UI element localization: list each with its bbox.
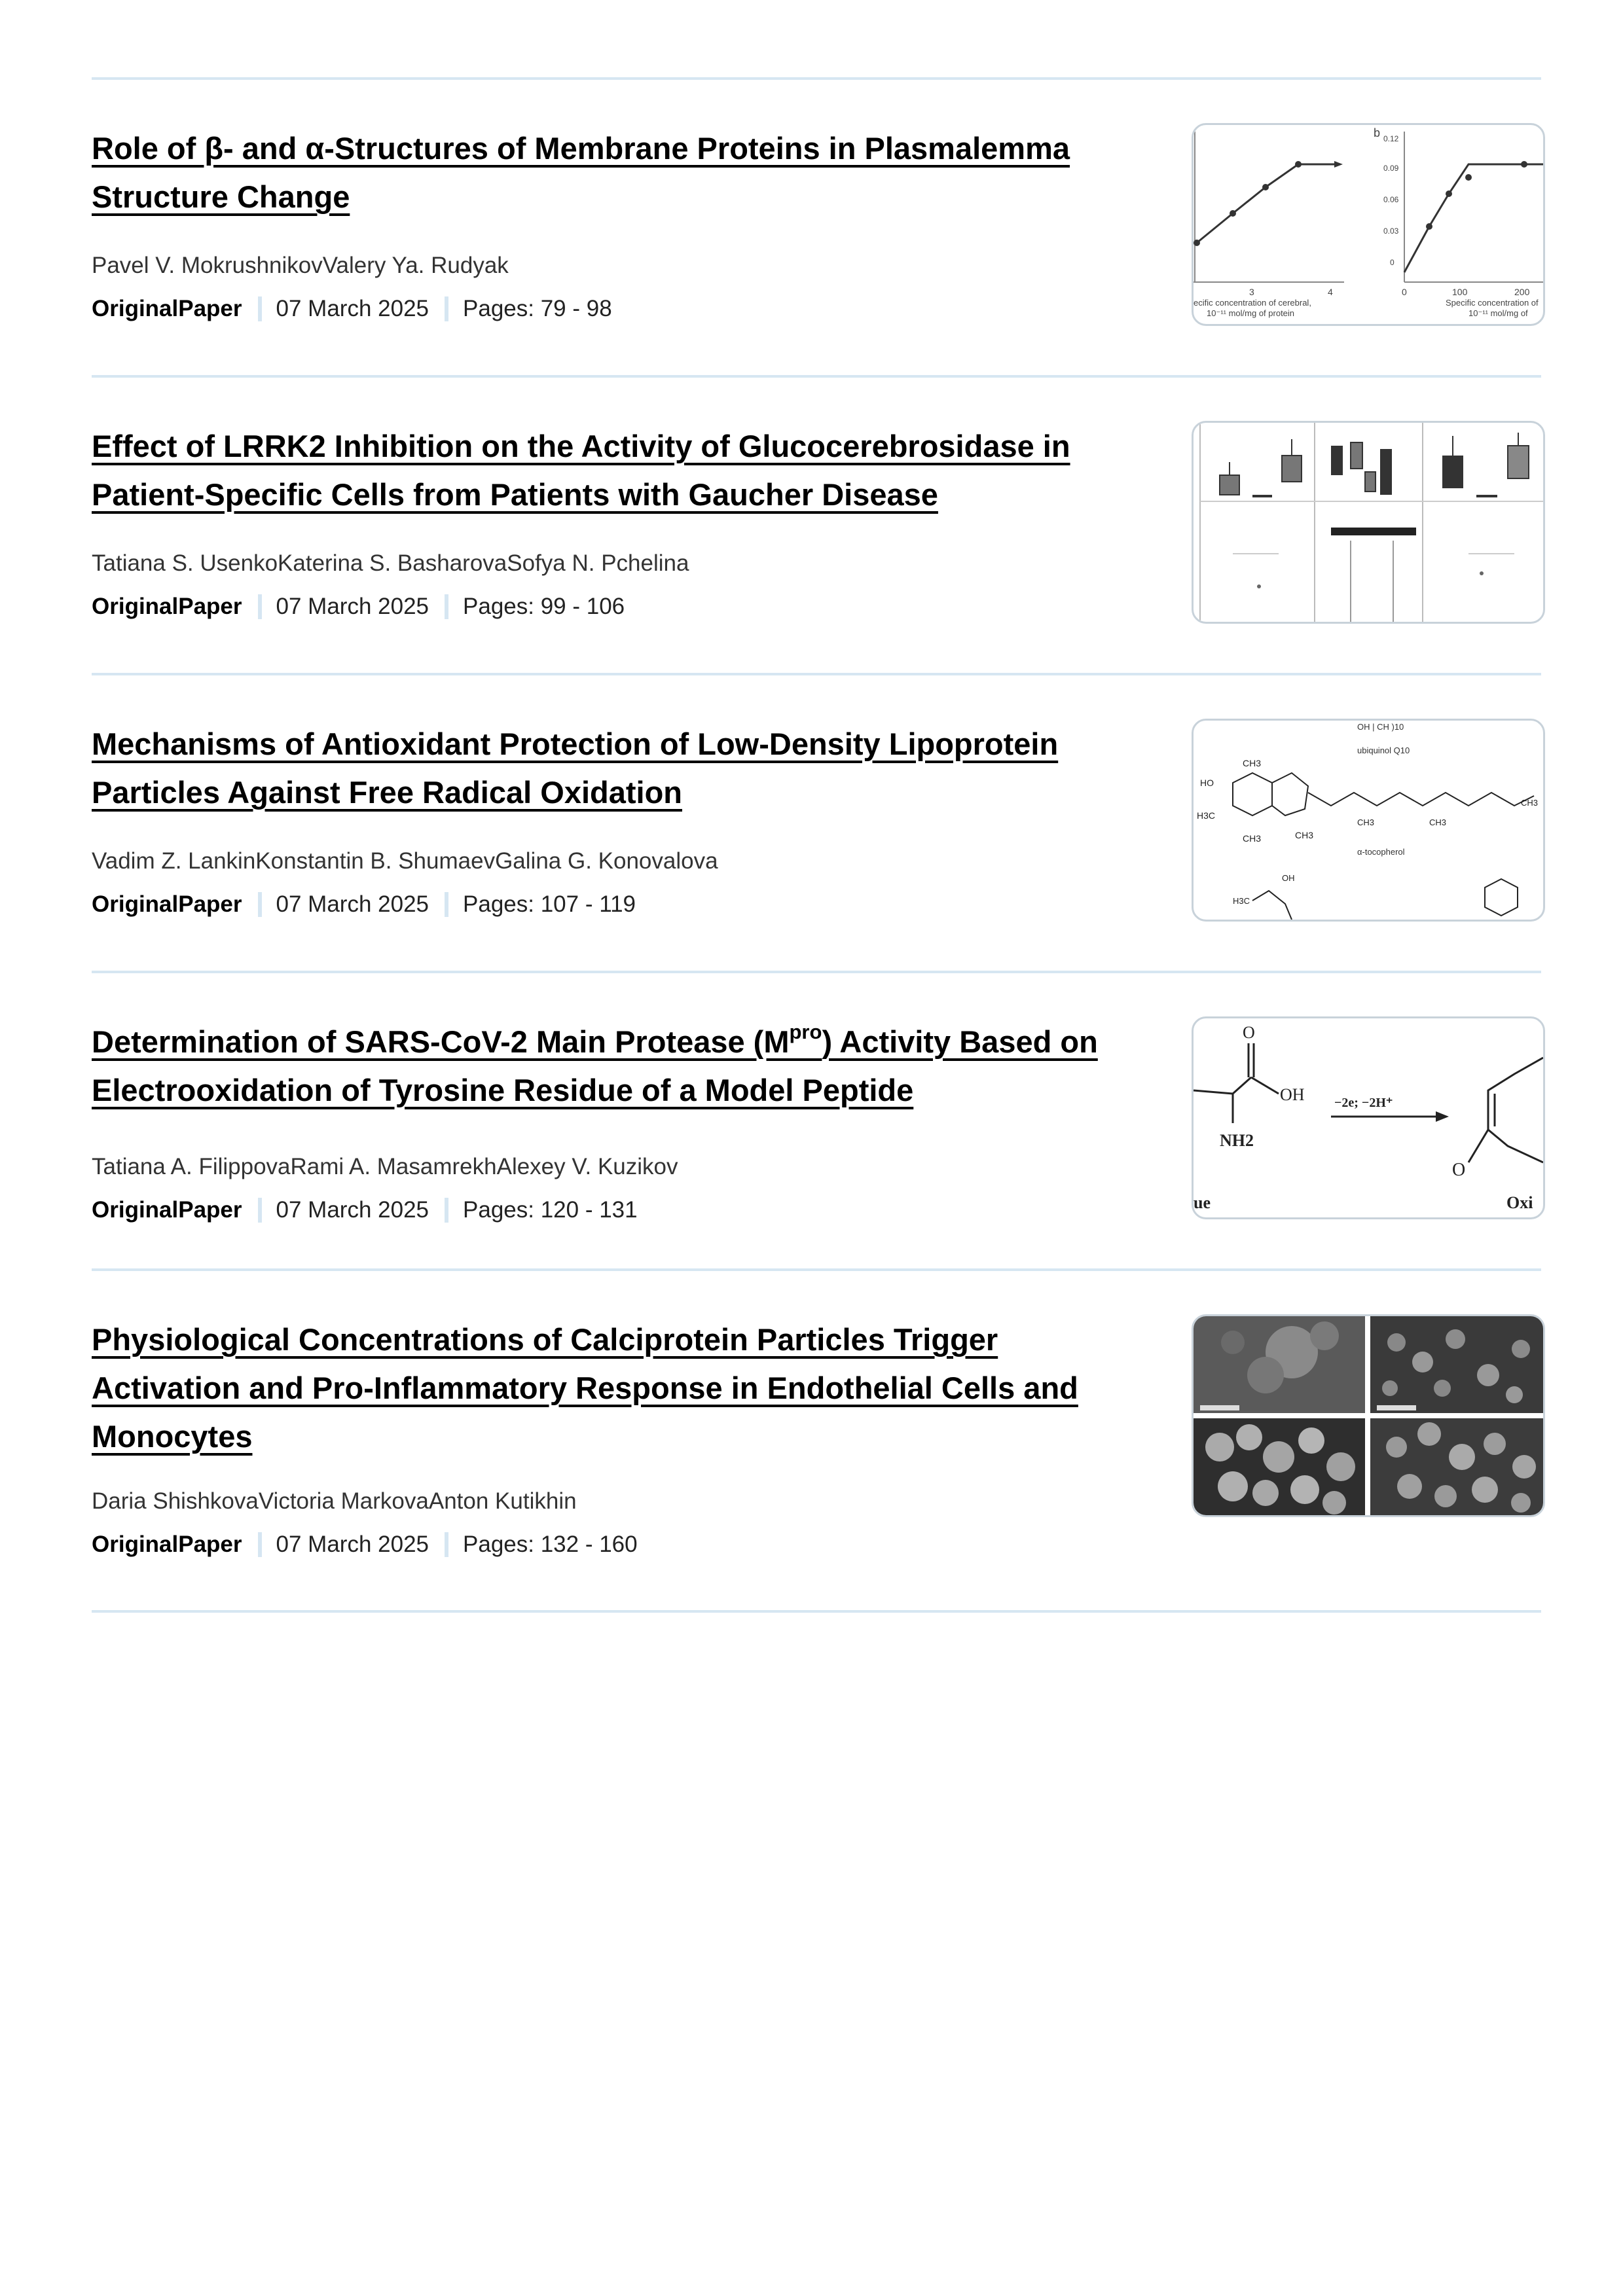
svg-text:H3C: H3C <box>1197 810 1216 821</box>
article-meta <box>92 1532 638 1558</box>
meta-separator <box>445 594 448 619</box>
article-title-link[interactable]: Effect of LRRK2 Inhibition on the Activity of Glucocerebrosidase in Patient-Specific Cells from Patients with Gaucher Disease <box>92 429 1070 512</box>
article-thumbnail[interactable] <box>1192 1016 1545 1219</box>
publication-date: 07 March 2025 <box>276 594 429 619</box>
svg-text:O: O <box>1243 1023 1255 1042</box>
box-plot-thumbnail <box>1194 423 1543 622</box>
content-type: OriginalPaper <box>92 296 242 321</box>
svg-text:H3C: H3C <box>1233 896 1250 906</box>
article-authors: Tatiana S. UsenkoKaterina S. BasharovaSofya N. Pchelina <box>92 550 689 576</box>
article-thumbnail[interactable] <box>1192 719 1545 922</box>
meta-separator <box>445 892 448 917</box>
article-item <box>92 973 1541 1271</box>
article-meta <box>92 891 636 918</box>
line-graph-thumbnail <box>1194 125 1543 324</box>
svg-text:ecific concentration of cerebr: ecific concentration of cerebral, <box>1194 298 1311 308</box>
svg-text:200: 200 <box>1514 287 1530 297</box>
svg-text:4: 4 <box>1328 287 1333 297</box>
svg-text:−2e; −2H⁺: −2e; −2H⁺ <box>1334 1096 1393 1110</box>
article-title-link[interactable]: Role of β- and α-Structures of Membrane Proteins in Plasmalemma Structure Change <box>92 131 1070 214</box>
article-title-link[interactable]: Physiological Concentrations of Calciprotein Particles Trigger Activation and Pro-Inflammatory Response in Endothelial Cells and Monocytes <box>92 1322 1078 1454</box>
svg-text:CH3: CH3 <box>1243 758 1262 768</box>
svg-text:CH3: CH3 <box>1295 830 1314 840</box>
svg-text:OH: OH <box>1280 1085 1305 1104</box>
meta-separator <box>445 1532 448 1557</box>
svg-text:NH2: NH2 <box>1220 1131 1254 1150</box>
svg-text:0.03: 0.03 <box>1383 226 1399 236</box>
article-authors: Pavel V. MokrushnikovValery Ya. Rudyak <box>92 253 509 278</box>
svg-text:CH3: CH3 <box>1521 798 1539 808</box>
page-range: Pages: 120 - 131 <box>463 1197 638 1223</box>
publication-date: 07 March 2025 <box>276 1197 429 1223</box>
meta-separator <box>258 892 262 917</box>
publication-date: 07 March 2025 <box>276 296 429 321</box>
meta-separator <box>258 1198 262 1223</box>
svg-text:OH: OH <box>1282 873 1295 883</box>
article-thumbnail[interactable] <box>1192 123 1545 326</box>
microscopy-thumbnail <box>1194 1316 1543 1515</box>
article-meta <box>92 594 625 620</box>
svg-text:3: 3 <box>1249 287 1254 297</box>
publication-date: 07 March 2025 <box>276 891 429 917</box>
article-meta <box>92 296 612 322</box>
page-range: Pages: 132 - 160 <box>463 1532 638 1557</box>
content-type: OriginalPaper <box>92 1197 242 1223</box>
meta-separator <box>258 296 262 321</box>
article-title <box>92 1316 1139 1461</box>
svg-text:10⁻¹¹ mol/mg of protein: 10⁻¹¹ mol/mg of protein <box>1207 308 1295 318</box>
meta-separator <box>445 1198 448 1223</box>
page-range: Pages: 99 - 106 <box>463 594 625 619</box>
content-type: OriginalPaper <box>92 1532 242 1557</box>
article-title <box>92 720 1139 817</box>
article-item <box>92 675 1541 973</box>
reaction-scheme-thumbnail <box>1194 1018 1543 1217</box>
article-list <box>92 77 1541 1613</box>
article-item <box>92 1271 1541 1613</box>
page-range: Pages: 79 - 98 <box>463 296 612 321</box>
content-type: OriginalPaper <box>92 594 242 619</box>
content-type: OriginalPaper <box>92 891 242 917</box>
svg-text:CH3: CH3 <box>1243 833 1262 844</box>
article-title <box>92 1018 1139 1115</box>
article-thumbnail[interactable] <box>1192 1314 1545 1517</box>
svg-text:100: 100 <box>1452 287 1468 297</box>
svg-text:0.06: 0.06 <box>1383 195 1399 204</box>
article-thumbnail[interactable] <box>1192 421 1545 624</box>
svg-text:OH | CH )10: OH | CH )10 <box>1357 722 1404 732</box>
article-authors: Vadim Z. LankinKonstantin B. ShumaevGalina G. Konovalova <box>92 848 718 874</box>
svg-text:0.12: 0.12 <box>1383 134 1399 143</box>
meta-separator <box>445 296 448 321</box>
meta-separator <box>258 594 262 619</box>
svg-text:CH3: CH3 <box>1357 817 1375 827</box>
svg-text:CH3: CH3 <box>1429 817 1447 827</box>
svg-text:Specific concentration of: Specific concentration of <box>1446 298 1539 308</box>
article-authors: Daria ShishkovaVictoria MarkovaAnton Kutikhin <box>92 1488 577 1514</box>
article-item <box>92 378 1541 675</box>
article-authors: Tatiana A. FilippovaRami A. MasamrekhAlexey V. Kuzikov <box>92 1154 678 1179</box>
article-title-link[interactable]: Mechanisms of Antioxidant Protection of Low-Density Lipoprotein Particles Against Free Radical Oxidation <box>92 726 1059 810</box>
article-item <box>92 80 1541 378</box>
publication-date: 07 March 2025 <box>276 1532 429 1557</box>
svg-text:10⁻¹¹ mol/mg of: 10⁻¹¹ mol/mg of <box>1468 308 1528 318</box>
svg-text:0: 0 <box>1402 287 1407 297</box>
svg-text:α-tocopherol: α-tocopherol <box>1357 847 1405 857</box>
article-title-link[interactable]: Determination of SARS-CoV-2 Main Protease $(M^{pro})$ Activity Based on Electrooxidation of Tyrosine Residue of a Model Peptide <box>92 1020 1098 1107</box>
svg-text:ubiquinol Q10: ubiquinol Q10 <box>1357 745 1410 755</box>
svg-text:b: b <box>1374 126 1381 139</box>
article-meta <box>92 1197 638 1223</box>
article-title <box>92 422 1139 519</box>
svg-text:ue: ue <box>1194 1193 1211 1212</box>
page-range: Pages: 107 - 119 <box>463 891 636 917</box>
svg-text:0.09: 0.09 <box>1383 164 1399 173</box>
svg-text:O: O <box>1452 1160 1466 1180</box>
svg-text:0: 0 <box>1390 258 1395 267</box>
meta-separator <box>258 1532 262 1557</box>
svg-text:Oxi: Oxi <box>1506 1193 1533 1212</box>
article-title <box>92 124 1139 221</box>
chemical-structure-thumbnail <box>1194 721 1543 920</box>
svg-text:HO: HO <box>1200 778 1214 788</box>
